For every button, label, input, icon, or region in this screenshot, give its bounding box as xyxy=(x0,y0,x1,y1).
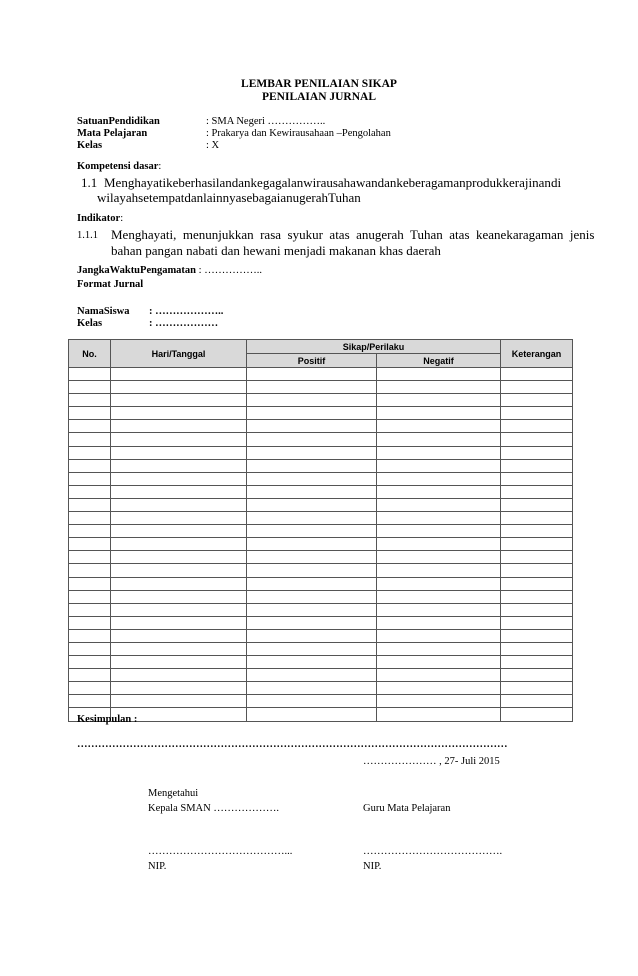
jurnal-table-body xyxy=(69,368,573,722)
table-cell xyxy=(377,603,501,616)
table-cell xyxy=(69,669,111,682)
table-row xyxy=(69,433,573,446)
table-row xyxy=(69,498,573,511)
table-cell xyxy=(247,708,377,721)
table-row xyxy=(69,629,573,642)
table-cell xyxy=(501,682,573,695)
table-row xyxy=(69,420,573,433)
table-cell xyxy=(247,682,377,695)
table-cell xyxy=(111,538,247,551)
table-cell xyxy=(111,394,247,407)
table-cell xyxy=(247,420,377,433)
indikator-heading xyxy=(77,213,123,224)
signature-line-right: …………………………………. xyxy=(363,846,503,857)
table-row xyxy=(69,538,573,551)
signing-date: ………………… , 27- Juli 2015 xyxy=(363,756,500,767)
table-cell xyxy=(377,682,501,695)
table-cell xyxy=(247,394,377,407)
table-row xyxy=(69,525,573,538)
student-class-label: Kelas xyxy=(77,318,103,329)
table-cell xyxy=(501,368,573,381)
table-cell xyxy=(501,407,573,420)
student-name-label: NamaSiswa xyxy=(77,306,130,317)
table-cell xyxy=(111,642,247,655)
guru-label: Guru Mata Pelajaran xyxy=(363,803,451,814)
table-cell xyxy=(69,564,111,577)
table-cell xyxy=(111,459,247,472)
jangka-line xyxy=(77,265,262,276)
table-cell xyxy=(69,420,111,433)
table-cell xyxy=(111,525,247,538)
table-cell xyxy=(111,603,247,616)
table-cell xyxy=(111,498,247,511)
table-cell xyxy=(111,695,247,708)
indikator-text-line2: bahan pangan nabati dan hewani menjadi makanan khas daerah xyxy=(111,243,441,258)
table-cell xyxy=(111,590,247,603)
table-cell xyxy=(377,577,501,590)
identity-label-class: Kelas xyxy=(77,140,103,151)
table-row xyxy=(69,695,573,708)
mengetahui-label: Mengetahui xyxy=(148,788,199,799)
table-row xyxy=(69,381,573,394)
table-cell xyxy=(69,577,111,590)
document-title: LEMBAR PENILAIAN SIKAP xyxy=(241,78,397,90)
kompetensi-label: Kompetensi dasar xyxy=(77,161,159,172)
table-cell xyxy=(247,577,377,590)
table-row xyxy=(69,485,573,498)
table-cell xyxy=(377,485,501,498)
table-cell xyxy=(377,381,501,394)
identity-label-school: SatuanPendidikan xyxy=(77,116,160,127)
table-cell xyxy=(247,512,377,525)
table-cell xyxy=(377,433,501,446)
table-cell xyxy=(111,616,247,629)
identity-value-class: : X xyxy=(206,140,220,151)
table-cell xyxy=(247,433,377,446)
table-cell xyxy=(501,512,573,525)
table-cell xyxy=(377,459,501,472)
table-cell xyxy=(377,538,501,551)
table-cell xyxy=(69,682,111,695)
table-cell xyxy=(377,512,501,525)
table-cell xyxy=(69,446,111,459)
table-cell xyxy=(247,629,377,642)
table-cell xyxy=(501,485,573,498)
table-row xyxy=(69,642,573,655)
table-row xyxy=(69,446,573,459)
table-cell xyxy=(247,590,377,603)
table-cell xyxy=(377,616,501,629)
kompetensi-text-line1: Menghayatikeberhasilandankegagalanwirausahawandankeberagamanprodukkerajinan xyxy=(104,175,551,190)
table-row xyxy=(69,603,573,616)
table-cell xyxy=(69,656,111,669)
table-row xyxy=(69,368,573,381)
table-cell xyxy=(501,656,573,669)
indikator-colon: : xyxy=(120,213,124,224)
table-cell xyxy=(69,642,111,655)
table-cell xyxy=(111,551,247,564)
table-cell xyxy=(111,368,247,381)
table-cell xyxy=(501,590,573,603)
jangka-label: JangkaWaktuPengamatan xyxy=(77,265,197,276)
table-cell xyxy=(111,669,247,682)
table-cell xyxy=(111,381,247,394)
table-row xyxy=(69,616,573,629)
table-cell xyxy=(377,551,501,564)
table-cell xyxy=(247,446,377,459)
table-cell xyxy=(247,642,377,655)
table-cell xyxy=(69,368,111,381)
table-cell xyxy=(377,656,501,669)
table-cell xyxy=(69,472,111,485)
table-cell xyxy=(501,433,573,446)
kompetensi-text-di: di xyxy=(551,175,562,190)
table-cell xyxy=(247,669,377,682)
table-cell xyxy=(69,394,111,407)
table-cell xyxy=(377,708,501,721)
identity-value-subject: : Prakarya dan Kewirausahaan –Pengolahan xyxy=(206,128,391,139)
col-header-no: No. xyxy=(69,340,111,368)
kesimpulan-dots: …………………………………………………………………………………………………………… xyxy=(77,739,508,750)
kepala-sekolah-label: Kepala SMAN ………………. xyxy=(148,803,279,814)
table-cell xyxy=(501,669,573,682)
table-cell xyxy=(377,695,501,708)
table-cell xyxy=(69,525,111,538)
table-cell xyxy=(69,381,111,394)
table-cell xyxy=(111,420,247,433)
table-cell xyxy=(69,603,111,616)
table-row xyxy=(69,590,573,603)
table-cell xyxy=(69,485,111,498)
table-cell xyxy=(377,420,501,433)
table-cell xyxy=(69,695,111,708)
table-cell xyxy=(69,551,111,564)
table-cell xyxy=(247,616,377,629)
col-header-negatif: Negatif xyxy=(377,354,501,368)
table-row xyxy=(69,577,573,590)
table-cell xyxy=(247,459,377,472)
table-cell xyxy=(377,629,501,642)
table-cell xyxy=(501,381,573,394)
table-cell xyxy=(501,538,573,551)
table-cell xyxy=(377,472,501,485)
jurnal-table xyxy=(68,339,573,722)
kesimpulan-label: Kesimpulan : xyxy=(77,714,138,725)
table-cell xyxy=(111,512,247,525)
table-cell xyxy=(247,407,377,420)
table-cell xyxy=(501,629,573,642)
table-cell xyxy=(501,446,573,459)
table-cell xyxy=(377,564,501,577)
table-cell xyxy=(111,446,247,459)
table-cell xyxy=(377,498,501,511)
kompetensi-text-line2: wilayahsetempatdanlainnyasebagaianugerahTuhan xyxy=(97,190,361,205)
kompetensi-colon: : xyxy=(158,161,162,172)
table-cell xyxy=(501,459,573,472)
identity-value-school: : SMA Negeri …………….. xyxy=(206,116,326,127)
table-row xyxy=(69,564,573,577)
table-cell xyxy=(377,590,501,603)
table-row xyxy=(69,472,573,485)
table-cell xyxy=(111,564,247,577)
table-cell xyxy=(377,407,501,420)
table-cell xyxy=(247,656,377,669)
table-cell xyxy=(501,394,573,407)
indikator-text-line1: Menghayati, menunjukkan rasa syukur atas anugerah Tuhan atas keanekaragaman jenis xyxy=(111,227,595,242)
table-cell xyxy=(111,485,247,498)
table-cell xyxy=(247,695,377,708)
col-header-positif: Positif xyxy=(247,354,377,368)
signature-line-left: …………………………………... xyxy=(148,846,293,857)
table-cell xyxy=(69,538,111,551)
table-cell xyxy=(247,603,377,616)
table-row xyxy=(69,512,573,525)
table-cell xyxy=(247,551,377,564)
table-cell xyxy=(501,577,573,590)
format-jurnal-heading: Format Jurnal xyxy=(77,279,144,290)
table-cell xyxy=(501,498,573,511)
nip-right: NIP. xyxy=(363,861,382,872)
table-cell xyxy=(377,368,501,381)
table-cell xyxy=(247,381,377,394)
table-cell xyxy=(69,512,111,525)
table-cell xyxy=(377,525,501,538)
table-cell xyxy=(377,394,501,407)
col-header-keterangan: Keterangan xyxy=(501,340,573,368)
table-row xyxy=(69,407,573,420)
table-cell xyxy=(247,564,377,577)
table-cell xyxy=(111,433,247,446)
table-cell xyxy=(247,485,377,498)
table-row xyxy=(69,708,573,721)
document-subtitle: PENILAIAN JURNAL xyxy=(261,91,377,103)
table-row xyxy=(69,459,573,472)
table-cell xyxy=(501,695,573,708)
table-cell xyxy=(501,603,573,616)
table-cell xyxy=(69,590,111,603)
table-cell xyxy=(501,551,573,564)
kompetensi-number: 1.1 xyxy=(81,175,98,190)
indikator-number: 1.1.1 xyxy=(77,230,98,241)
kompetensi-heading xyxy=(77,161,161,172)
table-cell xyxy=(69,498,111,511)
col-header-date: Hari/Tanggal xyxy=(111,340,247,368)
table-cell xyxy=(377,642,501,655)
table-cell xyxy=(501,525,573,538)
table-cell xyxy=(501,420,573,433)
table-cell xyxy=(69,616,111,629)
table-cell xyxy=(69,407,111,420)
table-row xyxy=(69,551,573,564)
table-cell xyxy=(111,407,247,420)
table-cell xyxy=(111,577,247,590)
table-cell xyxy=(377,446,501,459)
table-cell xyxy=(69,629,111,642)
table-row xyxy=(69,682,573,695)
nip-left: NIP. xyxy=(148,861,167,872)
table-cell xyxy=(111,656,247,669)
identity-label-subject: Mata Pelajaran xyxy=(77,128,148,139)
table-row xyxy=(69,394,573,407)
table-cell xyxy=(111,629,247,642)
table-cell xyxy=(247,498,377,511)
indikator-label: Indikator xyxy=(77,213,121,224)
table-row xyxy=(69,669,573,682)
table-cell xyxy=(247,472,377,485)
jangka-value: : …………….. xyxy=(196,265,262,276)
table-cell xyxy=(69,433,111,446)
table-cell xyxy=(377,669,501,682)
table-cell xyxy=(69,459,111,472)
student-class-value: : ……………… xyxy=(149,318,219,329)
table-cell xyxy=(501,616,573,629)
table-cell xyxy=(501,642,573,655)
table-cell xyxy=(111,682,247,695)
table-cell xyxy=(501,472,573,485)
table-cell xyxy=(501,708,573,721)
col-header-sikap: Sikap/Perilaku xyxy=(247,340,501,354)
table-cell xyxy=(247,525,377,538)
table-row xyxy=(69,656,573,669)
table-cell xyxy=(247,538,377,551)
student-name-value: : ……………….. xyxy=(149,306,224,317)
table-cell xyxy=(111,472,247,485)
table-cell xyxy=(501,564,573,577)
table-cell xyxy=(247,368,377,381)
